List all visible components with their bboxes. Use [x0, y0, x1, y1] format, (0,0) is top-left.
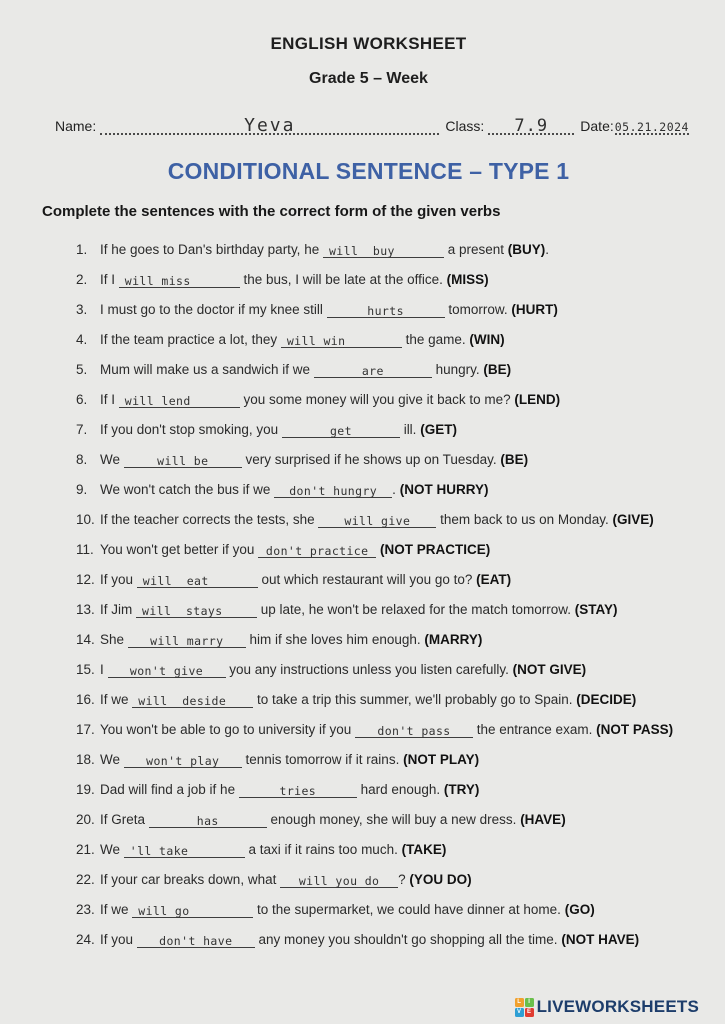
item-number: 9. [76, 482, 88, 497]
answer-text: will miss [124, 274, 191, 288]
worksheet-item [76, 601, 695, 619]
item-number: 10. [76, 512, 95, 527]
worksheet-item [76, 841, 695, 859]
answer-blank[interactable] [323, 243, 444, 258]
item-number: 22. [76, 872, 95, 887]
verb-hint: (BE) [483, 362, 512, 377]
worksheet-title-line2: Grade 5 – Week [309, 70, 428, 87]
item-number: 23. [76, 902, 95, 917]
worksheet-item [76, 451, 695, 469]
answer-text: don't hungry [289, 484, 378, 498]
item-body: We 'll take a taxi if it rains too much. (TAKE) [100, 842, 447, 858]
footer-brand [515, 997, 699, 1017]
worksheet-item [76, 331, 695, 349]
page-title: CONDITIONAL SENTENCE – TYPE 1 [167, 158, 570, 184]
answer-blank[interactable] [124, 453, 242, 468]
student-info-row [55, 109, 689, 135]
item-number: 14. [76, 632, 95, 647]
item-number: 1. [76, 242, 88, 257]
worksheet-item [76, 511, 695, 529]
logo-tile-e: E [525, 1008, 534, 1017]
worksheet-item [76, 931, 695, 949]
worksheet-item [76, 421, 695, 439]
worksheet-item [76, 691, 695, 709]
answer-text: won't play [146, 754, 220, 768]
answer-text: will give [344, 514, 411, 528]
item-number: 8. [76, 452, 88, 467]
class-label: Class: [445, 118, 485, 134]
verb-hint: (NOT HAVE) [561, 932, 640, 947]
answer-blank[interactable] [314, 363, 432, 378]
item-body: I must go to the doctor if my knee still hurts tomorrow. (HURT) [100, 302, 558, 318]
item-body: We will be very surprised if he shows up on Tuesday. (BE) [100, 452, 529, 468]
answer-text: don't pass [377, 724, 451, 738]
verb-hint: (TRY) [443, 782, 480, 797]
date-value: 05.21.2024 [614, 120, 689, 134]
verb-hint: (YOU DO) [409, 872, 472, 887]
item-number: 21. [76, 842, 95, 857]
logo-tile-l: L [515, 998, 524, 1007]
item-number: 17. [76, 722, 95, 737]
verb-hint: (BE) [500, 452, 529, 467]
worksheet-item [76, 361, 695, 379]
item-body: We won't catch the bus if we don't hungry . (NOT HURRY) [100, 482, 489, 498]
answer-text: has [196, 814, 219, 828]
answer-blank[interactable] [239, 783, 357, 798]
item-body: We won't play tennis tomorrow if it rains. (NOT PLAY) [100, 752, 480, 768]
item-body: If I will lend you some money will you give it back to me? (LEND) [100, 392, 561, 408]
worksheet-item [76, 751, 695, 769]
brand-wordmark: LIVEWORKSHEETS [536, 997, 699, 1016]
item-body: I won't give you any instructions unless you listen carefully. (NOT GIVE) [100, 662, 587, 678]
worksheet-item [76, 901, 695, 919]
item-number: 19. [76, 782, 95, 797]
item-number: 5. [76, 362, 88, 377]
answer-text: will eat [142, 574, 209, 588]
verb-hint: (NOT GIVE) [512, 662, 587, 677]
answer-text: hurts [367, 304, 404, 318]
item-body: If the team practice a lot, they will win the game. (WIN) [100, 332, 505, 348]
worksheet-item [76, 721, 695, 739]
worksheet-item [76, 661, 695, 679]
logo-tile-i: I [525, 998, 534, 1007]
verb-hint: (MISS) [446, 272, 489, 287]
answer-text: tries [279, 784, 317, 798]
verb-hint: (NOT PRACTICE) [379, 542, 491, 557]
answer-text: will be [157, 454, 209, 468]
verb-hint: (STAY) [574, 602, 618, 617]
item-number: 18. [76, 752, 95, 767]
verb-hint: (NOT PLAY) [403, 752, 480, 767]
answer-text: 'll take [129, 844, 189, 858]
answer-blank[interactable] [281, 333, 402, 348]
verb-hint: (HAVE) [520, 812, 566, 827]
answer-text: will stays [142, 604, 223, 618]
worksheet-item [76, 481, 695, 499]
item-body: If Greta has enough money, she will buy a new dress. (HAVE) [100, 812, 566, 828]
verb-hint: (GET) [420, 422, 457, 437]
worksheet-item [76, 391, 695, 409]
answer-blank[interactable] [318, 513, 436, 528]
answer-blank[interactable] [136, 603, 257, 618]
answer-text: will go [138, 904, 190, 918]
item-body: If you don't stop smoking, you get ill. (GET) [100, 422, 457, 438]
item-body: Dad will find a job if he tries hard enough. (TRY) [100, 782, 480, 798]
item-body: If you will eat out which restaurant will you go to? (EAT) [100, 572, 512, 588]
verb-hint: (WIN) [469, 332, 505, 347]
answer-blank[interactable] [119, 393, 240, 408]
answer-blank[interactable] [258, 543, 376, 558]
verb-hint: (LEND) [514, 392, 561, 407]
item-body: If the teacher corrects the tests, she will give them back to us on Monday. (GIVE) [100, 512, 654, 528]
answer-text: will marry [150, 634, 224, 648]
verb-hint: (EAT) [476, 572, 512, 587]
worksheet-item [76, 811, 695, 829]
worksheet-item [76, 571, 695, 589]
date-label: Date: [580, 118, 614, 134]
item-number: 2. [76, 272, 88, 287]
answer-text: will win [286, 334, 346, 348]
item-body: She will marry him if she loves him enough. (MARRY) [100, 632, 483, 648]
answer-text: will buy [328, 244, 395, 258]
verb-hint: (GIVE) [612, 512, 654, 527]
item-number: 3. [76, 302, 88, 317]
answer-text: will you do [298, 874, 380, 888]
name-field[interactable] [100, 115, 439, 135]
instruction-text: Complete the sentences with the correct form of the given verbs [42, 203, 501, 220]
verb-hint: (DECIDE) [576, 692, 637, 707]
class-field[interactable] [488, 116, 574, 135]
answer-blank[interactable] [280, 873, 398, 888]
answer-text: don't practice [265, 544, 369, 558]
item-body: If I will miss the bus, I will be late at the office. (MISS) [100, 272, 489, 288]
item-number: 7. [76, 422, 88, 437]
answer-blank[interactable] [137, 933, 255, 948]
answer-blank[interactable] [124, 843, 245, 858]
answer-text: will lend [124, 394, 191, 408]
answer-blank[interactable] [282, 423, 400, 438]
verb-hint: (TAKE) [401, 842, 447, 857]
answer-blank[interactable] [132, 693, 253, 708]
worksheet-item [76, 541, 695, 559]
liveworksheets-logo-icon [515, 998, 534, 1017]
answer-blank[interactable] [132, 903, 253, 918]
item-body: You won't get better if you don't practice (NOT PRACTICE) [100, 542, 491, 558]
answer-text: won't give [129, 664, 204, 678]
worksheet-item [76, 781, 695, 799]
answer-text: will deside [138, 694, 227, 708]
verb-hint: (HURT) [511, 302, 558, 317]
answer-blank[interactable] [128, 633, 246, 648]
name-label: Name: [55, 118, 97, 134]
item-body: If we will go to the supermarket, we could have dinner at home. (GO) [100, 902, 595, 918]
item-number: 12. [76, 572, 95, 587]
item-body: If Jim will stays up late, he won't be relaxed for the match tomorrow. (STAY) [100, 602, 618, 618]
item-body: If he goes to Dan's birthday party, he will buy a present (BUY). [100, 242, 550, 258]
verb-hint: (NOT PASS) [596, 722, 674, 737]
item-number: 16. [76, 692, 95, 707]
answer-blank[interactable] [108, 663, 226, 678]
item-body: If your car breaks down, what will you do ? (YOU DO) [100, 872, 472, 888]
verb-hint: (MARRY) [424, 632, 483, 647]
date-field[interactable] [615, 117, 689, 135]
item-number: 20. [76, 812, 95, 827]
verb-hint: (BUY) [507, 242, 546, 257]
worksheet-item [76, 631, 695, 649]
answer-blank[interactable] [137, 573, 258, 588]
class-value: 7.9 [514, 116, 549, 136]
worksheet-item [76, 871, 695, 889]
answer-blank[interactable] [119, 273, 240, 288]
answer-blank[interactable] [327, 303, 445, 318]
item-number: 15. [76, 662, 95, 677]
item-body: If we will deside to take a trip this summer, we'll probably go to Spain. (DECIDE) [100, 692, 637, 708]
item-body: Mum will make us a sandwich if we are hungry. (BE) [100, 362, 512, 378]
worksheet-item [76, 301, 695, 319]
answer-text: are [361, 364, 384, 378]
name-value: Yeva [244, 115, 296, 136]
answer-blank[interactable] [274, 483, 392, 498]
answer-text: don't have [159, 934, 233, 948]
worksheet-item [76, 271, 695, 289]
verb-hint: (NOT HURRY) [399, 482, 489, 497]
worksheet-list [42, 241, 695, 949]
worksheet-title-line1: ENGLISH WORKSHEET [270, 34, 467, 53]
answer-blank[interactable] [149, 813, 267, 828]
item-body: If you don't have any money you shouldn't go shopping all the time. (NOT HAVE) [100, 932, 640, 948]
item-number: 24. [76, 932, 95, 947]
answer-blank[interactable] [124, 753, 242, 768]
item-number: 4. [76, 332, 88, 347]
answer-blank[interactable] [355, 723, 473, 738]
verb-hint: (GO) [564, 902, 595, 917]
logo-tile-v: V [515, 1008, 524, 1017]
item-body: You won't be able to go to university if you don't pass the entrance exam. (NOT PASS) [100, 722, 674, 738]
answer-text: get [329, 424, 352, 438]
item-number: 6. [76, 392, 88, 407]
item-number: 11. [76, 542, 94, 557]
worksheet-item [76, 241, 695, 259]
item-number: 13. [76, 602, 95, 617]
